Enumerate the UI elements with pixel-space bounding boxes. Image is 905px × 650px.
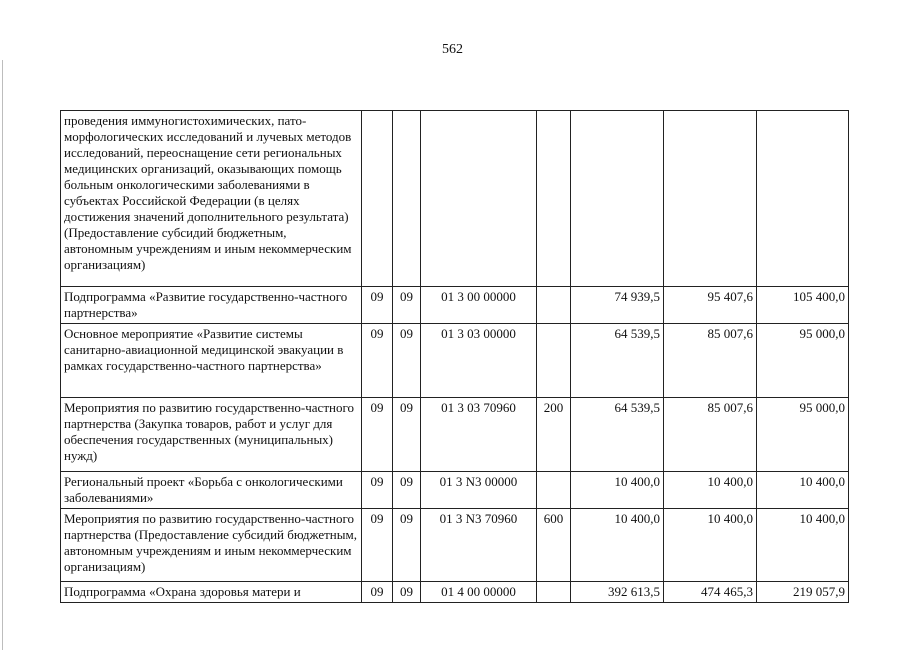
amount-year-1: 10 400,0	[571, 509, 664, 582]
expense-type-code	[537, 472, 571, 509]
section-code: 09	[362, 472, 393, 509]
row-description: Основное мероприятие «Развитие системы санитарно-авиационной медицинской эвакуации в рамках государственно-частного партнерства»	[61, 324, 362, 398]
target-article-code: 01 4 00 00000	[421, 582, 537, 603]
expense-type-code	[537, 287, 571, 324]
amount-year-2: 10 400,0	[664, 472, 757, 509]
row-description: Мероприятия по развитию государственно-частного партнерства (Предоставление субсидий бюджетным, автономным учреждениям и иным некоммерческим организациям)	[61, 509, 362, 582]
amount-year-3	[757, 111, 849, 287]
subsection-code	[393, 111, 421, 287]
subsection-code: 09	[393, 398, 421, 472]
page-number: 562	[442, 42, 463, 57]
subsection-code: 09	[393, 472, 421, 509]
section-code: 09	[362, 324, 393, 398]
amount-year-3: 10 400,0	[757, 472, 849, 509]
table-row	[61, 398, 849, 472]
target-article-code	[421, 111, 537, 287]
amount-year-1: 392 613,5	[571, 582, 664, 603]
target-article-code: 01 3 03 00000	[421, 324, 537, 398]
subsection-code: 09	[393, 582, 421, 603]
expense-type-code	[537, 111, 571, 287]
expense-type-code: 200	[537, 398, 571, 472]
amount-year-1: 64 539,5	[571, 398, 664, 472]
subsection-code: 09	[393, 287, 421, 324]
amount-year-3: 10 400,0	[757, 509, 849, 582]
section-code: 09	[362, 582, 393, 603]
amount-year-2: 474 465,3	[664, 582, 757, 603]
expense-type-code: 600	[537, 509, 571, 582]
amount-year-3: 219 057,9	[757, 582, 849, 603]
amount-year-1	[571, 111, 664, 287]
section-code: 09	[362, 287, 393, 324]
expense-type-code	[537, 582, 571, 603]
target-article-code: 01 3 03 70960	[421, 398, 537, 472]
section-code	[362, 111, 393, 287]
table-row	[61, 472, 849, 509]
amount-year-2: 85 007,6	[664, 398, 757, 472]
expense-type-code	[537, 324, 571, 398]
amount-year-3: 105 400,0	[757, 287, 849, 324]
amount-year-2	[664, 111, 757, 287]
budget-table	[60, 110, 849, 603]
amount-year-1: 74 939,5	[571, 287, 664, 324]
subsection-code: 09	[393, 324, 421, 398]
section-code: 09	[362, 398, 393, 472]
row-description: Мероприятия по развитию государственно-частного партнерства (Закупка товаров, работ и услуг для обеспечения государственных (муниципальных) нужд)	[61, 398, 362, 472]
subsection-code: 09	[393, 509, 421, 582]
amount-year-2: 10 400,0	[664, 509, 757, 582]
row-description: Подпрограмма «Охрана здоровья матери и	[61, 582, 362, 603]
amount-year-3: 95 000,0	[757, 398, 849, 472]
target-article-code: 01 3 N3 00000	[421, 472, 537, 509]
table-row	[61, 111, 849, 287]
table-row	[61, 582, 849, 603]
target-article-code: 01 3 N3 70960	[421, 509, 537, 582]
amount-year-3: 95 000,0	[757, 324, 849, 398]
amount-year-1: 64 539,5	[571, 324, 664, 398]
target-article-code: 01 3 00 00000	[421, 287, 537, 324]
table-row	[61, 287, 849, 324]
page-edge-rule	[2, 60, 3, 650]
amount-year-2: 95 407,6	[664, 287, 757, 324]
row-description: Региональный проект «Борьба с онкологическими заболеваниями»	[61, 472, 362, 509]
amount-year-1: 10 400,0	[571, 472, 664, 509]
table-row	[61, 509, 849, 582]
row-description: Подпрограмма «Развитие государственно-частного партнерства»	[61, 287, 362, 324]
table-row	[61, 324, 849, 398]
section-code: 09	[362, 509, 393, 582]
row-description: проведения иммуногистохимических, пато-морфологических исследований и лучевых методов исследований, переоснащение сети региональных медицинских организаций, оказывающих помощь больным онкологическими заболеваниями в субъектах Российской Федерации (в целях достижения значений дополнительного результата) (Предоставление субсидий бюджетным, автономным учреждениям и иным некоммерческим организациям)	[61, 111, 362, 287]
amount-year-2: 85 007,6	[664, 324, 757, 398]
